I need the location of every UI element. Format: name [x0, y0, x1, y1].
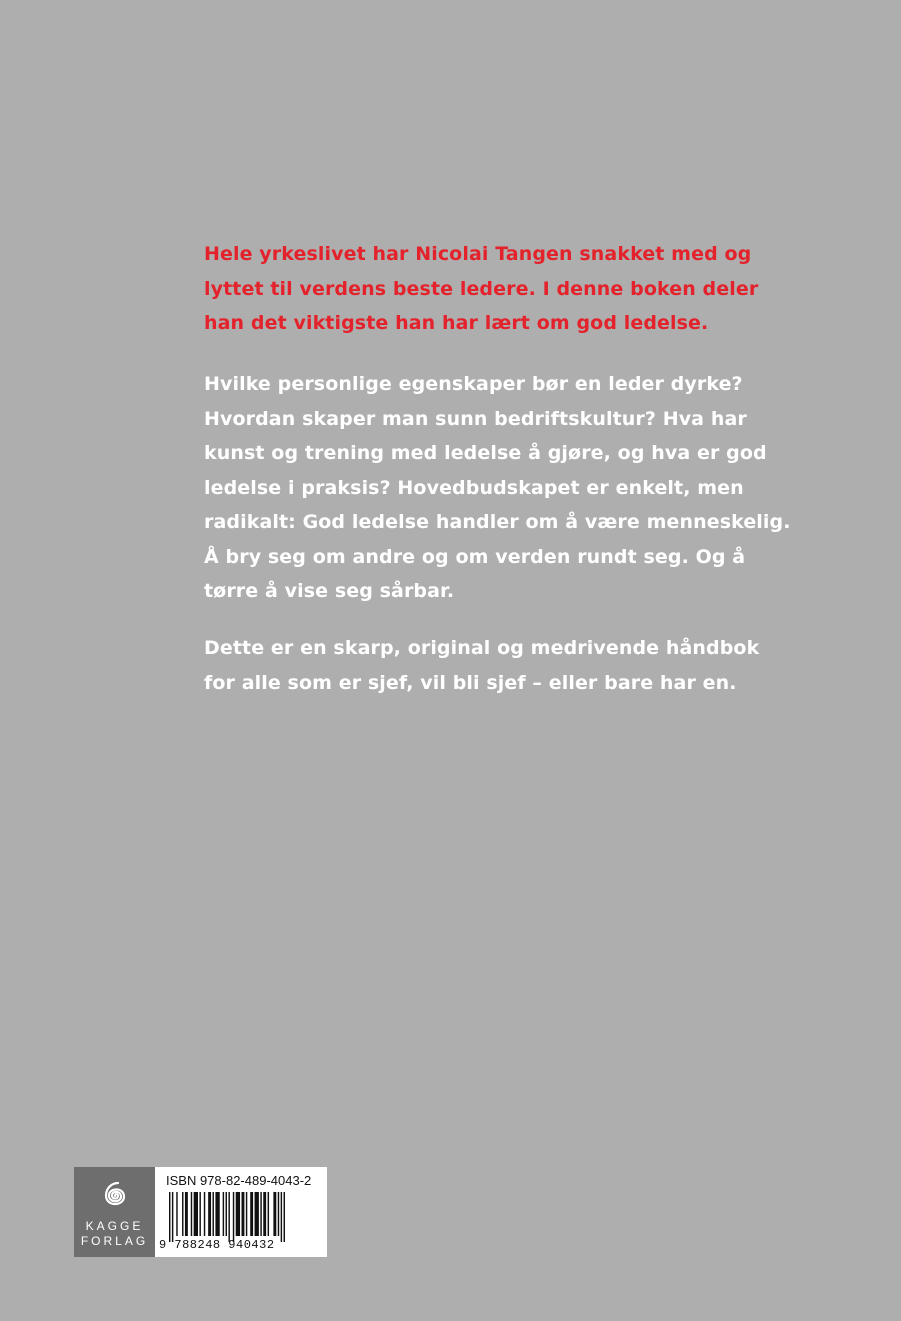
barcode-bar [208, 1192, 211, 1236]
barcode-bar [228, 1192, 229, 1242]
barcode-bar [223, 1192, 224, 1236]
isbn-barcode [155, 1167, 327, 1257]
barcode-bars [169, 1192, 317, 1242]
body-line: Å bry seg om andre og om verden rundt seg. Og å [204, 545, 746, 568]
closing-line: for alle som er sjef, vil bli sjef – eller bare har en. [204, 671, 737, 694]
barcode-bar [255, 1192, 259, 1236]
barcode-bar [182, 1192, 183, 1236]
barcode-bar [281, 1192, 282, 1242]
publisher-name-line-1: KAGGE [85, 1219, 144, 1233]
barcode-bar [172, 1192, 173, 1242]
barcode-bar [194, 1192, 198, 1236]
barcode-bar [263, 1192, 266, 1236]
publisher-name-line-2: FORLAG [80, 1234, 149, 1248]
isbn-label: ISBN 978-82-489-4043-2 [166, 1173, 312, 1188]
barcode-bar [284, 1192, 285, 1242]
barcode-bar [233, 1192, 234, 1242]
barcode-bar [250, 1192, 253, 1236]
body-line: Hvordan skaper man sunn bedriftskultur? Hva har [204, 407, 747, 430]
spiral-icon [98, 1177, 132, 1215]
barcode-bar [236, 1192, 240, 1236]
barcode-bar [226, 1192, 227, 1236]
barcode-bar [268, 1192, 269, 1236]
barcode-digits: 9 788248 940432 [159, 1238, 275, 1252]
publisher-logo [74, 1167, 155, 1257]
barcode-bar [242, 1192, 245, 1236]
body-paragraph [204, 367, 791, 609]
barcode-bar [278, 1192, 279, 1236]
barcode-bar [260, 1192, 261, 1236]
body-line: radikalt: God ledelse handler om å være menneskelig. [204, 511, 791, 533]
body-line: ledelse i praksis? Hovedbudskapet er enkelt, men [204, 476, 744, 499]
barcode-bar [169, 1192, 170, 1242]
lead-paragraph [204, 237, 758, 341]
barcode-bar [215, 1192, 219, 1236]
barcode-bar [185, 1192, 188, 1236]
closing-line: Dette er en skarp, original og medrivende håndbok [204, 637, 760, 659]
body-line: tørre å vise seg sårbar. [204, 580, 455, 602]
barcode-bar [191, 1192, 192, 1236]
lead-line: han det viktigste han har lært om god ledelse. [204, 312, 709, 334]
closing-paragraph [204, 631, 759, 700]
barcode-bar [273, 1192, 276, 1236]
barcode-bar [246, 1192, 247, 1236]
body-line: kunst og trening med ledelse å gjøre, og hva er god [204, 442, 767, 464]
lead-line: lyttet til verdens beste ledere. I denne boken deler [204, 277, 759, 300]
lead-line: Hele yrkeslivet har Nicolai Tangen snakket med og [204, 243, 752, 265]
body-line: Hvilke personlige egenskaper bør en leder dyrke? [204, 373, 743, 395]
barcode-bar [176, 1192, 177, 1236]
barcode-bar [213, 1192, 214, 1236]
barcode-bar [204, 1192, 205, 1236]
barcode-bar [199, 1192, 200, 1236]
